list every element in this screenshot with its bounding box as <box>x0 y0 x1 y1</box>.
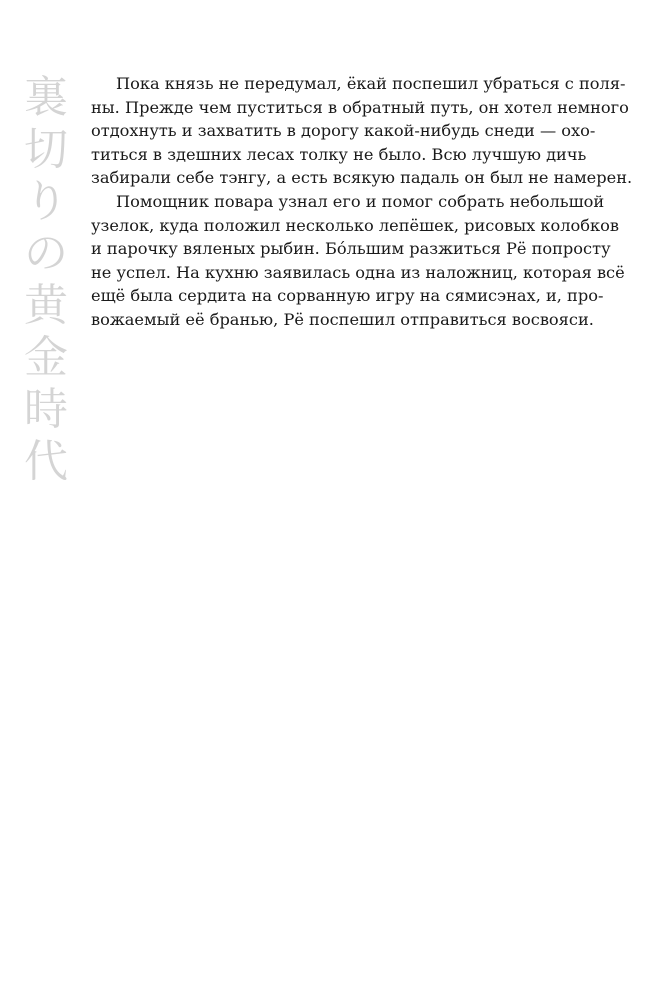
text-line: отдохнуть и захватить в дорогу какой-нибудь снеди — охо- <box>91 121 596 141</box>
title-char: 切 <box>24 124 68 175</box>
text-line: и парочку вяленых рыбин. Бо́льшим разжиться Рё попросту <box>91 239 611 259</box>
title-char: 裏 <box>24 72 68 123</box>
title-char: 金 <box>24 332 68 383</box>
body-text <box>91 72 633 332</box>
text-line: ны. Прежде чем пуститься в обратный путь, он хотел немного <box>91 97 629 117</box>
text-line: не успел. На кухню заявилась одна из наложниц, которая всё <box>91 262 625 282</box>
title-char: り <box>24 176 68 227</box>
paragraph-2 <box>91 190 625 332</box>
text-line: ещё была сердита на сорванную игру на сямисэнах, и, про- <box>91 286 604 306</box>
vertical-book-title <box>20 72 72 488</box>
text-line: Пока князь не передумал, ёкай поспешил убраться с поля- <box>116 74 626 93</box>
title-char: 代 <box>24 436 68 487</box>
title-char: 時 <box>24 384 68 435</box>
title-char: の <box>24 228 68 279</box>
text-line: Помощник повара узнал его и помог собрать небольшой <box>116 191 605 211</box>
text-line: вожаемый её бранью, Рё поспешил отправиться восвояси. <box>91 309 594 329</box>
paragraph-1 <box>91 72 633 190</box>
text-line: забирали себе тэнгу, а есть всякую падаль он был не намерен. <box>91 168 633 188</box>
text-line: титься в здешних лесах толку не было. Всю лучшую дичь <box>91 144 587 164</box>
text-line: узелок, куда положил несколько лепёшек, рисовых колобков <box>91 215 619 235</box>
title-char: 黄 <box>24 280 68 331</box>
